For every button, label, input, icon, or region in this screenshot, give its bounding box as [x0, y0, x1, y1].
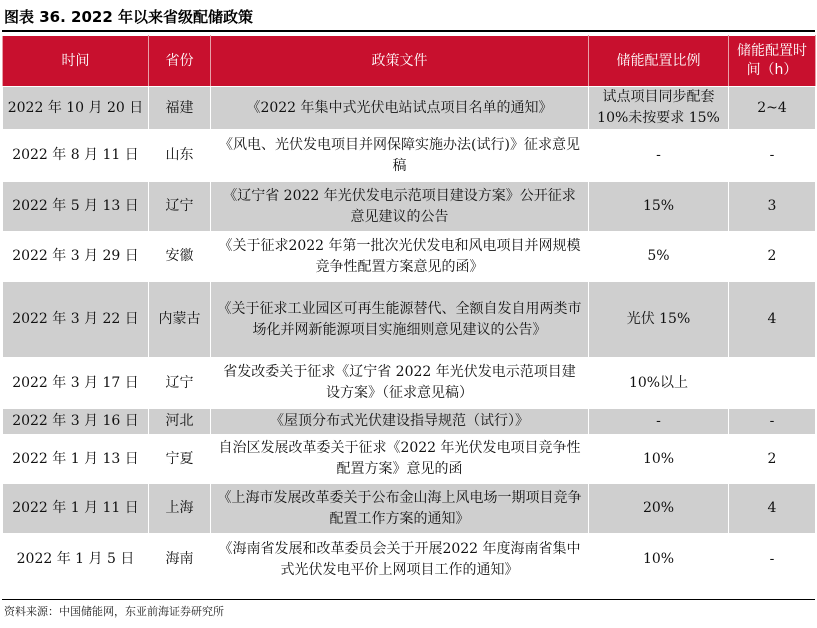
cell-file: 《海南省发展和改革委员会关于开展2022 年度海南省集中式光伏发电平价上网项目工作的通知》: [211, 534, 589, 586]
header-ratio: 储能配置比例: [589, 36, 729, 87]
table-row: [3, 409, 816, 435]
cell-file: 自治区发展改革委关于征求《2022 年光伏发电项目竞争性配置方案》意见的函: [211, 435, 589, 484]
cell-file: 《关于征求工业园区可再生能源替代、全额自发自用两类市场化并网新能源项目实施细则意见建议的公告》: [211, 282, 589, 358]
cell-file: 《上海市发展改革委关于公布金山海上风电场一期项目竞争配置工作方案的通知》: [211, 484, 589, 534]
table-header-row: [3, 36, 816, 87]
cell-duration: [729, 358, 816, 409]
cell-duration: 4: [729, 282, 816, 358]
cell-ratio: 15%: [589, 182, 729, 232]
table-row: [3, 232, 816, 282]
cell-file: 省发改委关于征求《辽宁省 2022 年光伏发电示范项目建设方案》（征求意见稿）: [211, 358, 589, 409]
cell-duration: 3: [729, 182, 816, 232]
cell-ratio: 10%: [589, 534, 729, 586]
cell-province: 山东: [149, 130, 211, 182]
caption-rule: [2, 30, 815, 32]
cell-time: 2022 年 1 月 5 日: [3, 534, 149, 586]
source-note: 资料来源：中国储能网，东亚前海证券研究所: [4, 605, 224, 618]
header-province: 省份: [149, 36, 211, 87]
header-duration: 储能配置时间（h）: [729, 36, 816, 87]
cell-duration: -: [729, 130, 816, 182]
header-time: 时间: [3, 36, 149, 87]
cell-duration: -: [729, 409, 816, 435]
cell-province: 安徽: [149, 232, 211, 282]
cell-province: 宁夏: [149, 435, 211, 484]
cell-duration: -: [729, 534, 816, 586]
cell-file: 《关于征求2022 年第一批次光伏发电和风电项目并网规模竞争性配置方案意见的函》: [211, 232, 589, 282]
cell-file: 《辽宁省 2022 年光伏发电示范项目建设方案》公开征求意见建议的公告: [211, 182, 589, 232]
cell-time: 2022 年 1 月 11 日: [3, 484, 149, 534]
cell-time: 2022 年 10 月 20 日: [3, 87, 149, 130]
cell-time: 2022 年 1 月 13 日: [3, 435, 149, 484]
cell-ratio: 20%: [589, 484, 729, 534]
cell-ratio: 10%以上: [589, 358, 729, 409]
cell-province: 海南: [149, 534, 211, 586]
cell-duration: 2: [729, 232, 816, 282]
table-row: [3, 435, 816, 484]
table-row: [3, 87, 816, 130]
cell-file: 《2022 年集中式光伏电站试点项目名单的通知》: [211, 87, 589, 130]
cell-ratio: 试点项目同步配套10%未按要求 15%: [589, 87, 729, 130]
cell-file: 《风电、光伏发电项目并网保障实施办法(试行)》征求意见稿: [211, 130, 589, 182]
cell-province: 福建: [149, 87, 211, 130]
table-bottom-rule: [2, 599, 815, 600]
cell-province: 辽宁: [149, 358, 211, 409]
cell-province: 河北: [149, 409, 211, 435]
cell-file: 《屋顶分布式光伏建设指导规范（试行）》: [211, 409, 589, 435]
table-row: [3, 484, 816, 534]
table-row: [3, 282, 816, 358]
table-row: [3, 182, 816, 232]
header-file: 政策文件: [211, 36, 589, 87]
table-row: [3, 534, 816, 586]
cell-province: 内蒙古: [149, 282, 211, 358]
cell-duration: 2~4: [729, 87, 816, 130]
cell-ratio: 10%: [589, 435, 729, 484]
cell-time: 2022 年 3 月 29 日: [3, 232, 149, 282]
policy-table: [2, 35, 816, 586]
cell-province: 辽宁: [149, 182, 211, 232]
cell-time: 2022 年 5 月 13 日: [3, 182, 149, 232]
cell-time: 2022 年 3 月 16 日: [3, 409, 149, 435]
cell-ratio: -: [589, 409, 729, 435]
cell-time: 2022 年 3 月 17 日: [3, 358, 149, 409]
cell-ratio: 光伏 15%: [589, 282, 729, 358]
cell-time: 2022 年 8 月 11 日: [3, 130, 149, 182]
cell-duration: 2: [729, 435, 816, 484]
cell-province: 上海: [149, 484, 211, 534]
figure-caption: 图表 36. 2022 年以来省级配储政策: [4, 8, 253, 26]
cell-duration: 4: [729, 484, 816, 534]
cell-ratio: 5%: [589, 232, 729, 282]
table-row: [3, 358, 816, 409]
cell-ratio: -: [589, 130, 729, 182]
table-row: [3, 130, 816, 182]
cell-time: 2022 年 3 月 22 日: [3, 282, 149, 358]
